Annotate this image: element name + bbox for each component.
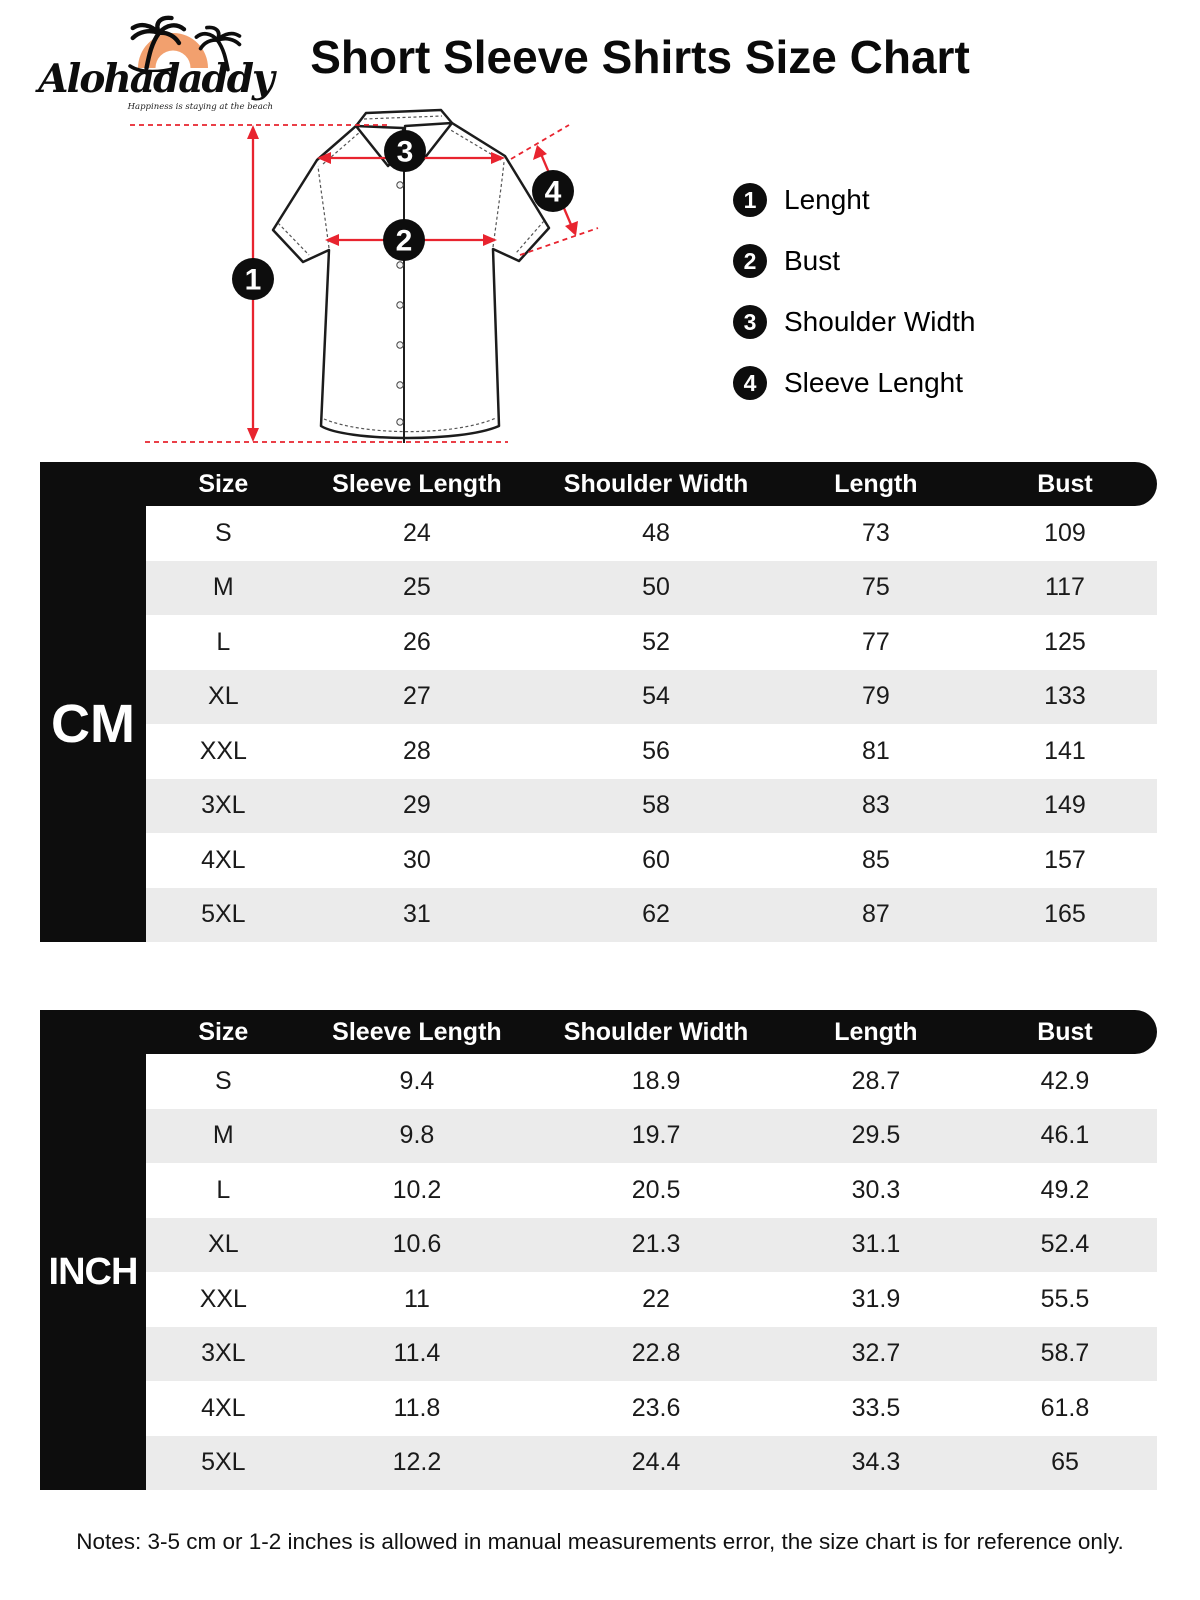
cell-size: XL: [208, 1230, 239, 1259]
legend-item-sleeve-length: [733, 366, 975, 400]
cell-sleeve: 30: [403, 845, 431, 874]
cell-size: XXL: [199, 736, 247, 765]
cell-sleeve: 24: [403, 518, 431, 547]
cell-length: 32.7: [851, 1339, 901, 1368]
cell-bust: 49.2: [1040, 1175, 1090, 1204]
inch-table-body: [40, 1054, 1157, 1490]
column-header-sleeve-length: Sleeve Length: [332, 1017, 502, 1046]
cell-bust: 149: [1044, 791, 1086, 820]
cell-shoulder: 62: [642, 900, 670, 929]
cell-length: 34.3: [851, 1448, 901, 1477]
cell-size: M: [212, 573, 234, 602]
legend-item-length: [733, 183, 975, 217]
cm-table-header: [40, 462, 1157, 506]
table-row: [146, 506, 1157, 561]
cell-sleeve: 11.8: [393, 1393, 441, 1422]
cell-length: 33.5: [851, 1393, 901, 1422]
legend-label: Bust: [784, 245, 841, 276]
notes-text: Notes: 3-5 cm or 1-2 inches is allowed in manual measurements error, the size chart is for reference only.: [76, 1529, 1124, 1554]
column-header-shoulder-width: Shoulder Width: [563, 1017, 749, 1046]
legend-badge-1: 1: [733, 183, 767, 217]
table-row: [146, 1109, 1157, 1164]
brand-tagline: Happiness is staying at the beach: [127, 102, 273, 112]
table-row: [146, 833, 1157, 888]
cell-length: 31.1: [851, 1230, 901, 1259]
cell-shoulder: 18.9: [631, 1066, 681, 1095]
svg-text:2: 2: [395, 224, 413, 258]
cell-bust: 55.5: [1040, 1284, 1090, 1313]
cell-shoulder: 50: [642, 573, 670, 602]
cell-size: M: [212, 1121, 234, 1150]
cell-sleeve: 11: [403, 1284, 430, 1313]
cell-sleeve: 9.8: [399, 1121, 435, 1150]
cell-sleeve: 11.4: [393, 1339, 441, 1368]
cm-size-table: [40, 462, 1157, 942]
cell-shoulder: 54: [642, 682, 670, 711]
legend-label: Shoulder Width: [784, 306, 976, 337]
inch-table-rows: [146, 1054, 1157, 1490]
cell-sleeve: 9.4: [399, 1066, 435, 1095]
cell-bust: 52.4: [1040, 1230, 1090, 1259]
table-row: [146, 1054, 1157, 1109]
legend-label: Lenght: [784, 184, 870, 215]
cell-size: 5XL: [201, 1448, 246, 1477]
column-header-size: Size: [198, 469, 249, 498]
cell-size: 3XL: [201, 791, 246, 820]
page-title: Short Sleeve Shirts Size Chart: [310, 31, 970, 83]
cell-shoulder: 56: [642, 736, 670, 765]
table-row: [146, 1218, 1157, 1273]
cell-size: 5XL: [201, 900, 246, 929]
cell-shoulder: 60: [642, 845, 670, 874]
table-row: [146, 670, 1157, 725]
measure-badge-2: [383, 219, 425, 261]
cell-shoulder: 24.4: [631, 1448, 681, 1477]
table-row: [146, 1272, 1157, 1327]
measure-badge-3: [384, 130, 426, 172]
column-header-size: Size: [198, 1017, 249, 1046]
cell-shoulder: 20.5: [631, 1175, 681, 1204]
cm-table-rows: [146, 506, 1157, 942]
cell-bust: 61.8: [1040, 1393, 1090, 1422]
table-row: [146, 1436, 1157, 1491]
cell-size: XXL: [199, 1284, 247, 1313]
table-row: [146, 1381, 1157, 1436]
table-row: [146, 1327, 1157, 1382]
svg-text:4: 4: [544, 175, 562, 209]
cell-bust: 133: [1044, 682, 1086, 711]
cell-length: 77: [862, 627, 890, 656]
cell-size: S: [214, 518, 232, 547]
cell-sleeve: 29: [403, 791, 431, 820]
cell-sleeve: 31: [403, 900, 431, 929]
cell-length: 81: [862, 736, 890, 765]
cell-length: 85: [862, 845, 890, 874]
measurement-legend: [733, 183, 975, 427]
cell-size: 4XL: [201, 1393, 246, 1422]
cell-size: 3XL: [201, 1339, 246, 1368]
cell-bust: 117: [1045, 573, 1085, 602]
cell-bust: 141: [1044, 736, 1086, 765]
table-row: [146, 724, 1157, 779]
cell-sleeve: 26: [403, 627, 431, 656]
cell-bust: 46.1: [1040, 1121, 1090, 1150]
cell-bust: 165: [1044, 900, 1086, 929]
measure-badge-1: [232, 258, 274, 300]
cell-length: 73: [862, 518, 890, 547]
table-row: [146, 779, 1157, 834]
cell-shoulder: 48: [642, 518, 670, 547]
column-header-bust: Bust: [1037, 1017, 1093, 1046]
column-header-bust: Bust: [1037, 469, 1093, 498]
table-row: [146, 615, 1157, 670]
cell-bust: 58.7: [1040, 1339, 1090, 1368]
brand-name: Alohadaddy: [38, 56, 273, 102]
cell-length: 31.9: [851, 1284, 901, 1313]
unit-label-inch: INCH: [40, 1054, 146, 1490]
cell-bust: 65: [1051, 1448, 1079, 1477]
cell-length: 83: [862, 791, 890, 820]
cell-shoulder: 21.3: [631, 1230, 681, 1259]
cell-sleeve: 12.2: [392, 1448, 442, 1477]
svg-text:3: 3: [396, 135, 414, 169]
cell-shoulder: 58: [642, 791, 670, 820]
measure-badge-4: [532, 170, 574, 212]
cell-shoulder: 19.7: [631, 1121, 681, 1150]
column-header-shoulder-width: Shoulder Width: [563, 469, 749, 498]
inch-table-header: [40, 1010, 1157, 1054]
cell-length: 30.3: [851, 1175, 901, 1204]
column-header-length: Length: [834, 469, 918, 498]
column-header-sleeve-length: Sleeve Length: [332, 469, 502, 498]
cell-sleeve: 10.6: [392, 1230, 442, 1259]
cell-size: XL: [208, 682, 239, 711]
cell-sleeve: 27: [403, 682, 431, 711]
shirt-measurement-diagram: [120, 92, 600, 452]
cell-bust: 42.9: [1040, 1066, 1090, 1095]
cell-size: 4XL: [201, 845, 246, 874]
table-row: [146, 561, 1157, 616]
legend-badge-2: 2: [733, 244, 767, 278]
legend-item-shoulder-width: [733, 305, 975, 339]
cell-shoulder: 22.8: [631, 1339, 681, 1368]
cm-table-body: [40, 506, 1157, 942]
cell-bust: 125: [1044, 627, 1086, 656]
legend-badge-4: 4: [733, 366, 767, 400]
unit-label-cm: CM: [40, 506, 146, 942]
cell-shoulder: 23.6: [631, 1393, 681, 1422]
svg-text:1: 1: [244, 263, 262, 297]
legend-badge-3: 3: [733, 305, 767, 339]
cell-size: L: [216, 627, 231, 656]
cell-sleeve: 28: [403, 736, 431, 765]
cell-sleeve: 10.2: [392, 1175, 442, 1204]
cell-length: 75: [862, 573, 890, 602]
cell-bust: 109: [1044, 518, 1086, 547]
cell-length: 87: [862, 900, 890, 929]
table-row: [146, 1163, 1157, 1218]
column-header-length: Length: [834, 1017, 918, 1046]
cell-shoulder: 22: [642, 1284, 670, 1313]
legend-label: Sleeve Lenght: [784, 367, 964, 398]
table-row: [146, 888, 1157, 943]
cell-bust: 157: [1044, 845, 1086, 874]
cell-length: 28.7: [851, 1066, 901, 1095]
cell-length: 79: [862, 682, 890, 711]
legend-item-bust: [733, 244, 975, 278]
cell-size: L: [216, 1175, 231, 1204]
cell-size: S: [214, 1066, 232, 1095]
inch-size-table: [40, 1010, 1157, 1490]
cell-sleeve: 25: [403, 573, 431, 602]
cell-length: 29.5: [851, 1121, 901, 1150]
cell-shoulder: 52: [642, 627, 670, 656]
